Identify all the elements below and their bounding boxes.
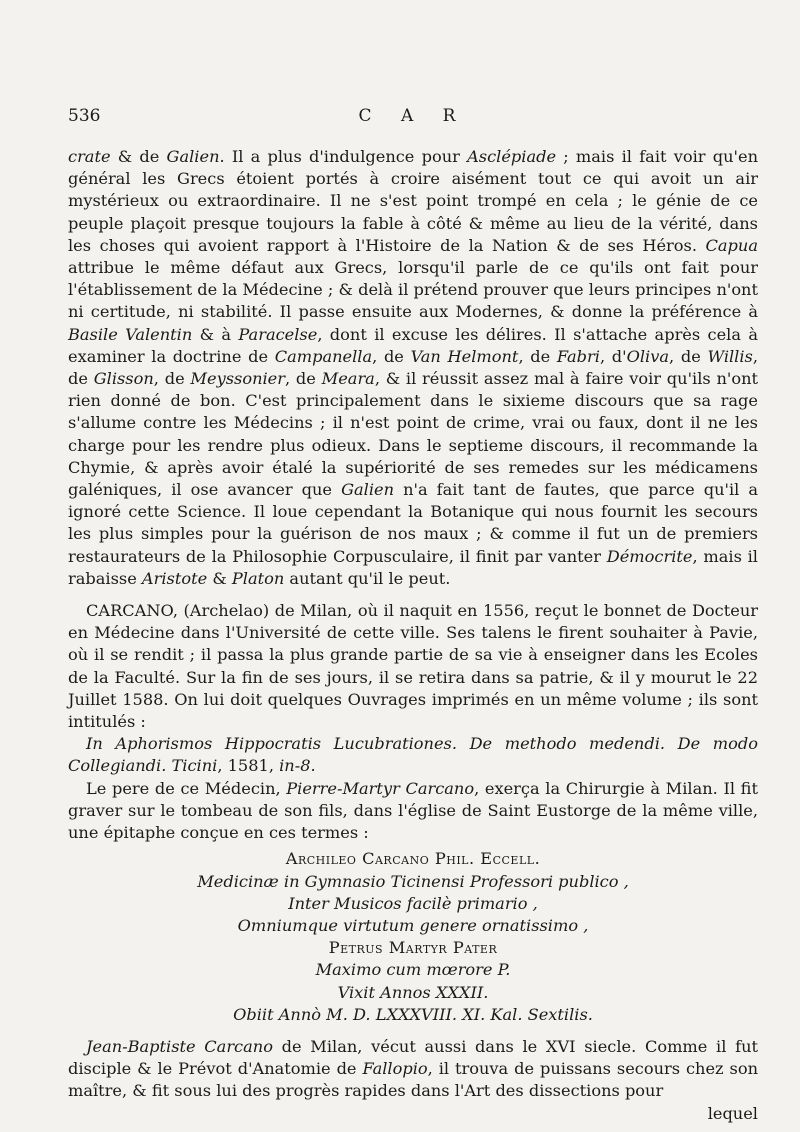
epitaph-line (68, 915, 758, 937)
epitaph-line: Archileo Carcano Phil. Eccell. (285, 849, 541, 869)
page-body (68, 146, 758, 1125)
epitaph-line (68, 893, 758, 915)
text-fragment: autant qu'il le peut. (284, 568, 451, 588)
name-oliva: Oliva (626, 346, 670, 366)
name-fabri: Fabri (556, 346, 600, 366)
epitaph-line (68, 871, 758, 893)
page-header (68, 106, 758, 136)
text-fragment: & à (192, 324, 239, 344)
text-fragment: , de (285, 369, 322, 389)
epitaph-line (68, 982, 758, 1004)
format-italic: in-8. (279, 756, 316, 776)
text-fragment: ; mais il fait voir qu'en général les Grecs étoient portés à croire aisément tout ce qui avoit un air mystérieux ou extraordinaire. Il ne s'est point trompé en cela ; le génie de ce peuple plaçoit presque toujours la fable à côté & même au lieu de la vérité, dans les choses qui avoient rapport à l'Histoire de la Nation & de ses Héros. (68, 147, 758, 255)
name-democrite: Démocrite (606, 546, 693, 566)
name-capua: Capua (705, 235, 758, 255)
name-paracelse: Paracelse (238, 324, 318, 344)
name-basile-valentin: Basile Valentin (68, 324, 193, 344)
text-fragment: , mais il rabaisse (68, 546, 758, 588)
epitaph-line (68, 959, 758, 981)
text-fragment: Le pere de ce Médecin, (86, 778, 287, 798)
name-meyssonier: Meyssonier (190, 369, 286, 389)
running-head: C A R (358, 106, 468, 126)
epitaph-text: Inter Musicos facilè primario , (288, 893, 538, 913)
text-fragment: , de (372, 346, 411, 366)
text-fragment: , de (518, 346, 557, 366)
name-platon: Platon (231, 568, 285, 588)
entry-headword: CARCANO (86, 601, 173, 621)
text-fragment: . Il a plus d'indulgence pour (219, 147, 468, 166)
text-fragment: de Milan, vécut aussi dans le XVI siecle. Comme il fut disciple & le Prévot d'Anatomie de (68, 1036, 758, 1079)
epitaph-line (68, 1004, 758, 1026)
name-meara: Meara (321, 369, 375, 389)
text-fragment: , (Archelao) de Milan, où il naquit en 1556, reçut le bonnet de Docteur en Médecine dans l'Université de cette ville. Ses talens le firent souhaiter à Pavie, où il se rendit ; il passa la plus grande partie de sa vie à enseigner dans les Ecoles de la Faculté. Sur la fin de ses jours, il se retira dans sa patrie, & il y mourut le 22 Juillet 1588. On lui doit quelques Ouvrages imprimés en un même volume ; ils sont intitulés : (68, 601, 758, 732)
text-fragment: & (207, 568, 232, 588)
text-fragment: , d' (599, 346, 627, 366)
text-fragment: crate (68, 147, 111, 166)
text-fragment: & de (110, 147, 167, 166)
text-fragment: , & il réussit assez mal à faire voir qu'ils n'ont rien donné de bon. C'est principalement dans le sixieme discours que sa rage s'allume contre les Médecins ; il n'est point de crime, vrai ou faux, dont il ne les charge pour les rendre plus odieux. Dans le septieme discours, il recommande la Chymie, & après avoir étalé la supériorité de ses remedes sur les médicamens galéniques, il ose avancer que (68, 369, 759, 500)
name-glisson: Glisson (93, 369, 154, 389)
epitaph-text: Maximo cum mœrore P. (315, 960, 511, 980)
entry-carcano-archelao (68, 600, 758, 733)
text-fragment: n'a fait tant de fautes, que parce qu'il a ignoré cette Science. Il loue cependant la Botanique qui nous fournit les secours les plus simples pour la guérison de nos maux ; & comme il fut un de premiers restaurateurs de la Philosophie Corpusculaire, il finit par vanter (68, 480, 758, 566)
name-aristote: Aristote (141, 568, 208, 588)
text-fragment: , de (669, 346, 708, 366)
name-galien: Galien (341, 480, 395, 500)
epitaph-text: Obiit Annò M. D. LXXXVIII. XI. Kal. Sextilis. (233, 1004, 593, 1024)
text-fragment: , de (68, 346, 758, 389)
page-number: 536 (68, 106, 101, 126)
paragraph-father (68, 778, 758, 845)
epitaph-text: Omniumque virtutum genere ornatissimo , (237, 915, 589, 935)
work-title (68, 733, 758, 777)
epitaph-line: Petrus Martyr Pater (328, 938, 498, 958)
title-italic: In Aphorismos Hippocratis Lucubrationes. De methodo medendi. De modo Collegiandi. Ticini (68, 734, 758, 776)
epitaph-text: Medicinæ in Gymnasio Ticinensi Professori publico , (197, 871, 629, 891)
name-jean-baptiste-carcano: Jean-Baptiste Carcano (86, 1036, 273, 1056)
name-campanella: Campanella (274, 346, 373, 366)
name-van-helmont: Van Helmont (410, 346, 519, 366)
name-asclepiade: Asclépiade (467, 147, 557, 166)
name-pierre-martyr-carcano: Pierre-Martyr Carcano (286, 778, 475, 798)
text-fragment: , de (153, 369, 191, 389)
text-fragment: , 1581, (217, 756, 280, 776)
text-fragment: , il trouva de puissans secours chez son maître, & fit sous lui des progrès rapides dans l'Art des dissections pour (68, 1059, 758, 1101)
text-fragment: , dont il excuse les délires. Il s'attache après cela à examiner la doctrine de (68, 324, 759, 366)
paragraph-criticism (68, 146, 758, 590)
epitaph-text: Vixit Annos XXXII. (337, 982, 489, 1002)
text-fragment: , exerça la Chirurgie à Milan. Il fit graver sur le tombeau de son fils, dans l'église de Saint Eustorge de la même ville, une épitaphe conçue en ces termes : (68, 778, 758, 843)
entry-jean-baptiste-carcano (68, 1036, 758, 1103)
name-fallopio: Fallopio (362, 1059, 428, 1079)
catchword: lequel (707, 1103, 758, 1123)
name-willis: Willis (707, 346, 753, 366)
name-galien: Galien (166, 147, 220, 166)
text-fragment: attribue le même défaut aux Grecs, lorsqu'il parle de ce qu'ils ont fait pour l'établissement de la Médecine ; & delà il prétend prouver que leurs principes n'ont ni certitude, ni stabilité. Il passe ensuite aux Modernes, & donne la préférence à (68, 258, 758, 322)
